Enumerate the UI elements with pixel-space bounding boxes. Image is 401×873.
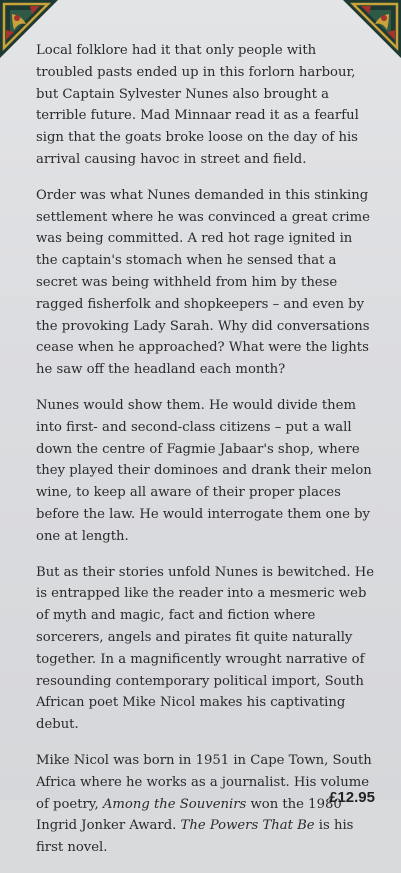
author-bio-part-1: Mike Nicol was born in 1951 in Cape Town, South Africa where he works as a journalist. His volume of poetry, (36, 752, 372, 812)
book-title-powers: The Powers That Be (180, 818, 315, 834)
blurb-paragraph-3: Nunes would show them. He would divide them into first- and second-class citizens – put a wall down the centre of Fagmie Jabaar's shop, where they played their dominoes and drank their melon wine, to keep all aware of their proper places before the law. He would interrogate them one by one at length. (36, 397, 372, 544)
author-bio-part-3: is his first novel. (36, 818, 354, 856)
blurb-paragraph-2: Order was what Nunes demanded in this stinking settlement where he was convinced a great crime was being committed. A red hot rage ignited in the captain's stomach when he sensed that a secret was being withheld from him by these ragged fisherfolk and shopkeepers – and even by the provoking Lady Sarah. Why did conversations cease when he approached? What were the lights he saw off the headland each month? (36, 187, 370, 378)
author-bio-part-2: won the 1980 Ingrid Jonker Award. (36, 796, 342, 834)
blurb-text (36, 40, 376, 873)
book-title-souvenirs: Among the Souvenirs (102, 796, 247, 812)
blurb-paragraph-4: But as their stories unfold Nunes is bewitched. He is entrapped like the reader into a mesmeric web of myth and magic, fact and fiction where sorcerers, angels and pirates fit quite naturally together. In a magnificently wrought narrative of resounding contemporary political import, South African poet Mike Nicol makes his captivating debut. (36, 564, 375, 733)
blurb-paragraph-1: Local folklore had it that only people with troubled pasts ended up in this forlorn harbour, but Captain Sylvester Nunes also brought a terrible future. Mad Minnaar read it as a fearful sign that the goats broke loose on the day of his arrival causing havoc in street and field. (36, 43, 359, 167)
price-label: £12.95 (329, 789, 375, 806)
author-bio (36, 750, 376, 859)
